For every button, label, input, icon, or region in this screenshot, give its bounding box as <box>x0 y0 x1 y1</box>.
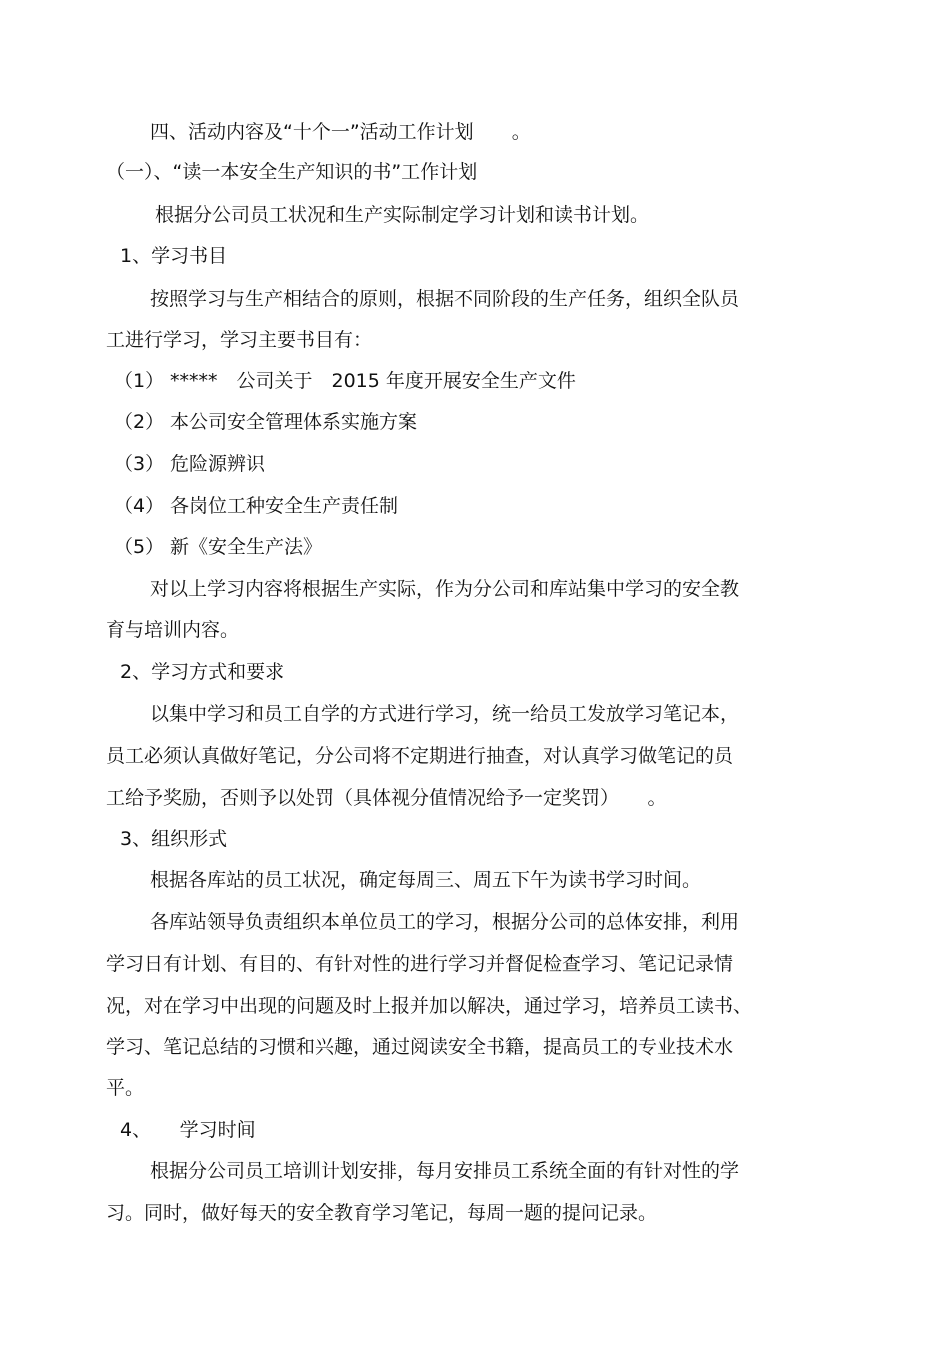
paragraph-line: 按照学习与生产相结合的原则，根据不同阶段的生产任务，组织全队员 <box>150 288 740 310</box>
paragraph-line: 学习、笔记总结的习惯和兴趣，通过阅读安全书籍，提高员工的专业技术水 <box>106 1036 734 1058</box>
paragraph-line: 根据分公司员工培训计划安排，每月安排员工系统全面的有针对性的学 <box>150 1160 740 1182</box>
paragraph-line: 育与培训内容。 <box>106 619 240 641</box>
list-item-text: 危险源辨识 <box>170 453 266 475</box>
list-item-number: （3） <box>114 453 165 475</box>
list-item-number: （2） <box>114 411 165 433</box>
paragraph-line: 况，对在学习中出现的问题及时上报并加以解决，通过学习，培养员工读书、 <box>106 995 753 1017</box>
section-1-title: 1、学习书目 <box>120 245 228 267</box>
list-item-number: （1） <box>114 370 165 392</box>
paragraph-line: 习。同时，做好每天的安全教育学习笔记，每周一题的提问记录。 <box>106 1202 658 1224</box>
list-item-number: （5） <box>114 536 165 558</box>
subsection-heading: （一）、“读一本安全生产知识的书”工作计划 <box>106 161 478 183</box>
intro-paragraph: 根据分公司员工状况和生产实际制定学习计划和读书计划。 <box>155 204 650 226</box>
section-3-title: 3、组织形式 <box>120 828 228 850</box>
paragraph-line: 工进行学习，学习主要书目有： <box>106 329 373 351</box>
paragraph-line: 平。 <box>106 1077 145 1099</box>
paragraph-line: 学习日有计划、有目的、有针对性的进行学习并督促检查学习、笔记记录情 <box>106 953 734 975</box>
list-item-text: ***** 公司关于 2015 年度开展安全生产文件 <box>170 370 576 392</box>
paragraph-line: 各库站领导负责组织本单位员工的学习，根据分公司的总体安排，利用 <box>150 911 740 933</box>
list-item-text: 新《安全生产法》 <box>170 536 323 558</box>
list-item-number: （4） <box>114 495 165 517</box>
section-2-title: 2、学习方式和要求 <box>120 661 285 683</box>
paragraph-line: 以集中学习和员工自学的方式进行学习，统一给员工发放学习笔记本， <box>150 703 740 725</box>
paragraph-line: 员工必须认真做好笔记，分公司将不定期进行抽查，对认真学习做笔记的员 <box>106 745 734 767</box>
list-item-text: 各岗位工种安全生产责任制 <box>170 495 399 517</box>
section-heading: 四、活动内容及“十个一”活动工作计划 。 <box>150 121 531 143</box>
paragraph-line: 对以上学习内容将根据生产实际，作为分公司和库站集中学习的安全教 <box>150 578 740 600</box>
paragraph-line: 根据各库站的员工状况，确定每周三、周五下午为读书学习时间。 <box>150 869 702 891</box>
paragraph-line: 工给予奖励，否则予以处罚（具体视分值情况给予一定奖罚） 。 <box>106 787 667 809</box>
list-item-text: 本公司安全管理体系实施方案 <box>170 411 418 433</box>
section-4-title: 4、 学习时间 <box>120 1119 256 1141</box>
